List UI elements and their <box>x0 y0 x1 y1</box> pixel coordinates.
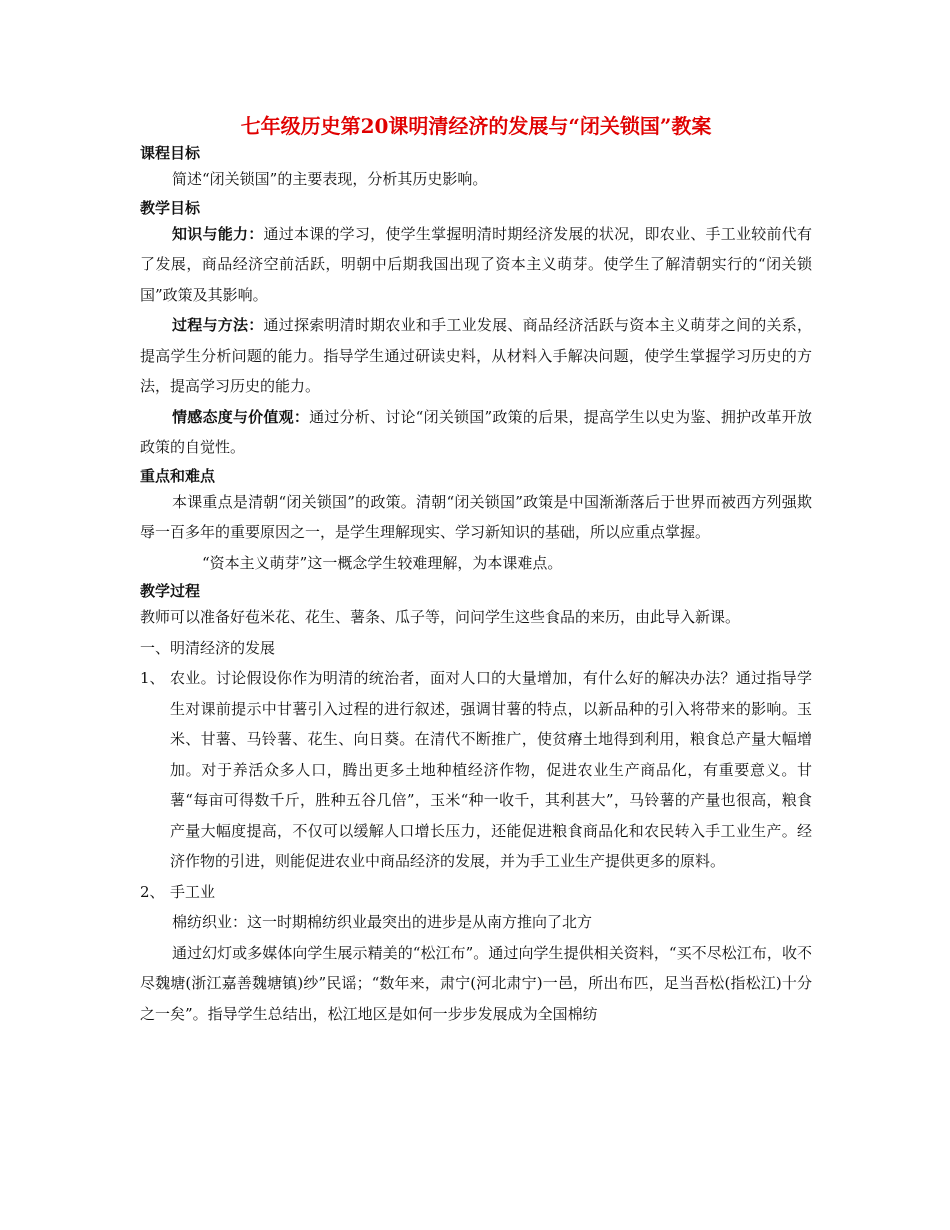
list-item-handicraft <box>140 877 812 908</box>
difficulty-text: “资本主义萌芽”这一概念学生较难理解，为本课难点。 <box>202 553 563 572</box>
list-item-agriculture <box>140 663 812 877</box>
document-page <box>140 112 812 1029</box>
process-text: 通过探索明清时期农业和手工业发展、商品经济活跃与资本主义萌芽之间的关系，提高学生分析问题的能力。指导学生通过研读史料，从材料入手解决问题，使学生掌握学习历史的方法，提高学习历史的能力。 <box>140 316 812 395</box>
cotton-text: 棉纺织业：这一时期棉纺织业最突出的进步是从南方推向了北方 <box>172 913 593 931</box>
knowledge-label: 知识与能力： <box>172 224 264 243</box>
heading-course-goal: 课程目标 <box>140 144 201 162</box>
section-1-title: 一、明清经济的发展 <box>140 638 276 657</box>
list-number: 2、 <box>140 882 165 901</box>
emotion-text: 通过分析、讨论“闭关锁国”政策的后果，提高学生以史为鉴、拥护改革开放政策的自觉性。 <box>140 407 812 456</box>
heading-teaching-process: 教学过程 <box>140 582 201 600</box>
agriculture-text: 农业。讨论假设你作为明清的统治者，面对人口的大量增加，有什么好的解决办法？通过指导学生对课前提示中甘薯引入过程的进行叙述，强调甘薯的特点，以新品种的引入将带来的影响。玉米、甘薯、马铃薯、花生、向日葵。在清代不断推广，使贫瘠土地得到利用，粮食总产量大幅增加。对于养活众多人口，腾出更多土地种植经济作物，促进农业生产商品化，有重要意义。甘薯“每亩可得数千斤，胜种五谷几倍”，玉米“种一收千，其利甚大”，马铃薯的产量也很高，粮食产量大幅度提高，不仅可以缓解人口增长压力，还能促进粮食商品化和农民转入手工业生产。经济作物的引进，则能促进农业中商品经济的发展，并为手工业生产提供更多的原料。 <box>170 669 812 870</box>
emotion-paragraph <box>140 402 812 463</box>
emotion-label: 情感态度与价值观： <box>172 407 310 426</box>
process-paragraph <box>140 310 812 402</box>
key-points-text: 本课重点是清朝“闭关锁国”的政策。清朝“闭关锁国”政策是中国渐渐落后于世界而被西方列强欺辱一百多年的重要原因之一，是学生理解现实、学习新知识的基础，所以应重点掌握。 <box>140 492 812 541</box>
songjiang-text: 通过幻灯或多媒体向学生展示精美的“松江布”。通过向学生提供相关资料，“买不尽松江布，收不尽魏塘(浙江嘉善魏塘镇)纱”民谣；“数年来，肃宁(河北肃宁)一邑，所出布匹，足当吾松(指松江)十分之一矣”。指导学生总结出，松江地区是如何一步步发展成为全国棉纺 <box>140 943 812 1023</box>
course-goal-text: 简述“闭关锁国”的主要表现，分析其历史影响。 <box>172 170 488 188</box>
heading-teaching-goal: 教学目标 <box>140 198 201 217</box>
intro-text: 教师可以准备好苞米花、花生、薯条、瓜子等，问问学生这些食品的来历，由此导入新课。 <box>140 608 741 626</box>
document-title: 七年级历史第20课明清经济的发展与“闭关锁国”教案 <box>240 114 712 138</box>
handicraft-text: 手工业 <box>170 882 216 901</box>
knowledge-paragraph <box>140 219 812 311</box>
process-label: 过程与方法： <box>172 316 264 334</box>
heading-key-points: 重点和难点 <box>140 466 216 485</box>
list-number: 1、 <box>140 669 165 687</box>
knowledge-text: 通过本课的学习，使学生掌握明清时期经济发展的状况，即农业、手工业较前代有了发展，商品经济空前活跃，明朝中后期我国出现了资本主义萌芽。使学生了解清朝实行的“闭关锁国”政策及其影响。 <box>140 224 812 304</box>
